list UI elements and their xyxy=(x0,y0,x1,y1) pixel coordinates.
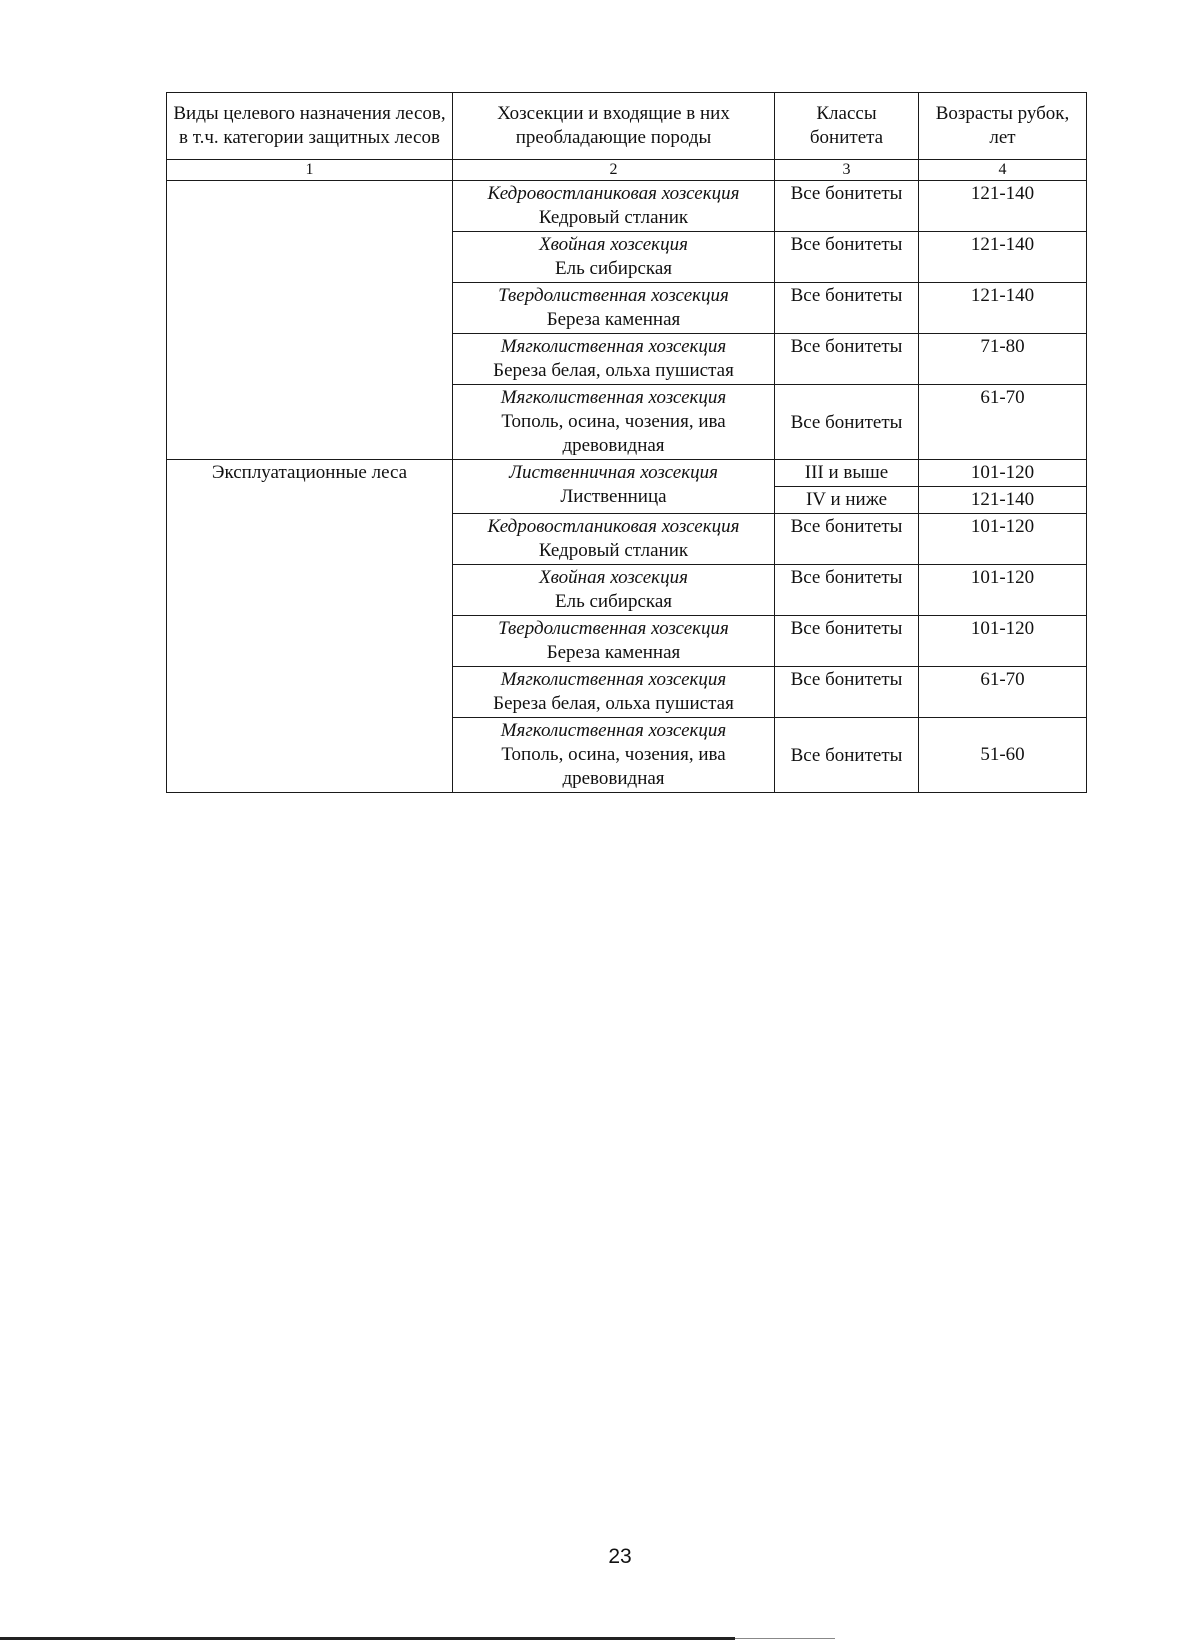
age-cell: 121-140 xyxy=(919,232,1087,283)
column-number: 2 xyxy=(453,160,775,181)
section-species-cell xyxy=(453,334,775,385)
bonitet-cell: Все бонитеты xyxy=(775,565,919,616)
bonitet-cell: Все бонитеты xyxy=(775,667,919,718)
age-cell: 121-140 xyxy=(919,283,1087,334)
section-species-cell xyxy=(453,283,775,334)
section-species-cell xyxy=(453,385,775,460)
section-species-cell xyxy=(453,232,775,283)
cutting-age-table xyxy=(166,92,1087,793)
species-name: Тополь, осина, чозения, ива древовидная xyxy=(501,411,726,456)
bonitet-cell: Все бонитеты xyxy=(775,283,919,334)
section-species-cell xyxy=(453,667,775,718)
bonitet-cell: Все бонитеты xyxy=(775,181,919,232)
species-name: Береза каменная xyxy=(546,309,681,330)
section-name: Мягколиственная хозсекция xyxy=(500,720,727,741)
bonitet-cell: IV и ниже xyxy=(775,487,919,514)
scan-edge-line-thin xyxy=(735,1638,835,1639)
header-forest-purpose: Виды целевого назначения лесов, в т.ч. категории защитных лесов xyxy=(167,93,453,160)
forest-category-cell xyxy=(167,181,453,460)
section-name: Твердолиственная хозсекция xyxy=(498,285,729,306)
section-name: Кедровостланиковая хозсекция xyxy=(487,516,740,537)
section-species-cell xyxy=(453,181,775,232)
age-cell: 101-120 xyxy=(919,460,1087,487)
age-cell: 101-120 xyxy=(919,565,1087,616)
section-species-cell xyxy=(453,718,775,793)
species-name: Ель сибирская xyxy=(555,258,672,279)
bonitet-cell: Все бонитеты xyxy=(775,334,919,385)
header-bonitet-classes: Классы бонитета xyxy=(775,93,919,160)
table-row xyxy=(167,181,1087,232)
section-name: Мягколиственная хозсекция xyxy=(500,336,727,357)
bonitet-cell: Все бонитеты xyxy=(775,616,919,667)
table-header-row xyxy=(167,93,1087,160)
column-number-row xyxy=(167,160,1087,181)
species-name: Кедровый стланик xyxy=(538,207,689,228)
section-species-cell xyxy=(453,460,775,514)
forest-category-cell: Эксплуатационные леса xyxy=(167,460,453,793)
section-name: Твердолиственная хозсекция xyxy=(498,618,729,639)
age-cell: 61-70 xyxy=(919,667,1087,718)
bonitet-cell: Все бонитеты xyxy=(775,385,919,460)
section-name: Хвойная хозсекция xyxy=(539,567,688,588)
bonitet-cell: Все бонитеты xyxy=(775,514,919,565)
section-species-cell xyxy=(453,616,775,667)
column-number: 3 xyxy=(775,160,919,181)
age-cell: 61-70 xyxy=(919,385,1087,460)
header-cutting-ages: Возрасты рубок, лет xyxy=(919,93,1087,160)
section-name: Кедровостланиковая хозсекция xyxy=(487,183,740,204)
species-name: Ель сибирская xyxy=(555,591,672,612)
species-name: Береза белая, ольха пушистая xyxy=(493,360,734,381)
section-name: Мягколиственная хозсекция xyxy=(500,669,727,690)
bonitet-cell: Все бонитеты xyxy=(775,718,919,793)
scan-edge-line xyxy=(0,1637,735,1640)
species-name: Береза каменная xyxy=(546,642,681,663)
age-cell: 51-60 xyxy=(919,718,1087,793)
bonitet-cell: Все бонитеты xyxy=(775,232,919,283)
section-name: Мягколиственная хозсекция xyxy=(500,387,727,408)
species-name: Тополь, осина, чозения, ива древовидная xyxy=(501,744,726,789)
section-species-cell xyxy=(453,514,775,565)
species-name: Лиственница xyxy=(560,486,667,507)
header-sections-species: Хозсекции и входящие в них преобладающие породы xyxy=(453,93,775,160)
age-cell: 121-140 xyxy=(919,487,1087,514)
species-name: Береза белая, ольха пушистая xyxy=(493,693,734,714)
age-cell: 101-120 xyxy=(919,616,1087,667)
column-number: 4 xyxy=(919,160,1087,181)
age-cell: 71-80 xyxy=(919,334,1087,385)
age-cell: 121-140 xyxy=(919,181,1087,232)
age-cell: 101-120 xyxy=(919,514,1087,565)
section-name: Хвойная хозсекция xyxy=(539,234,688,255)
table-row xyxy=(167,460,1087,487)
column-number: 1 xyxy=(167,160,453,181)
page-number: 23 xyxy=(608,1545,632,1568)
section-species-cell xyxy=(453,565,775,616)
species-name: Кедровый стланик xyxy=(538,540,689,561)
bonitet-cell: III и выше xyxy=(775,460,919,487)
section-name: Лиственничная хозсекция xyxy=(509,462,718,483)
